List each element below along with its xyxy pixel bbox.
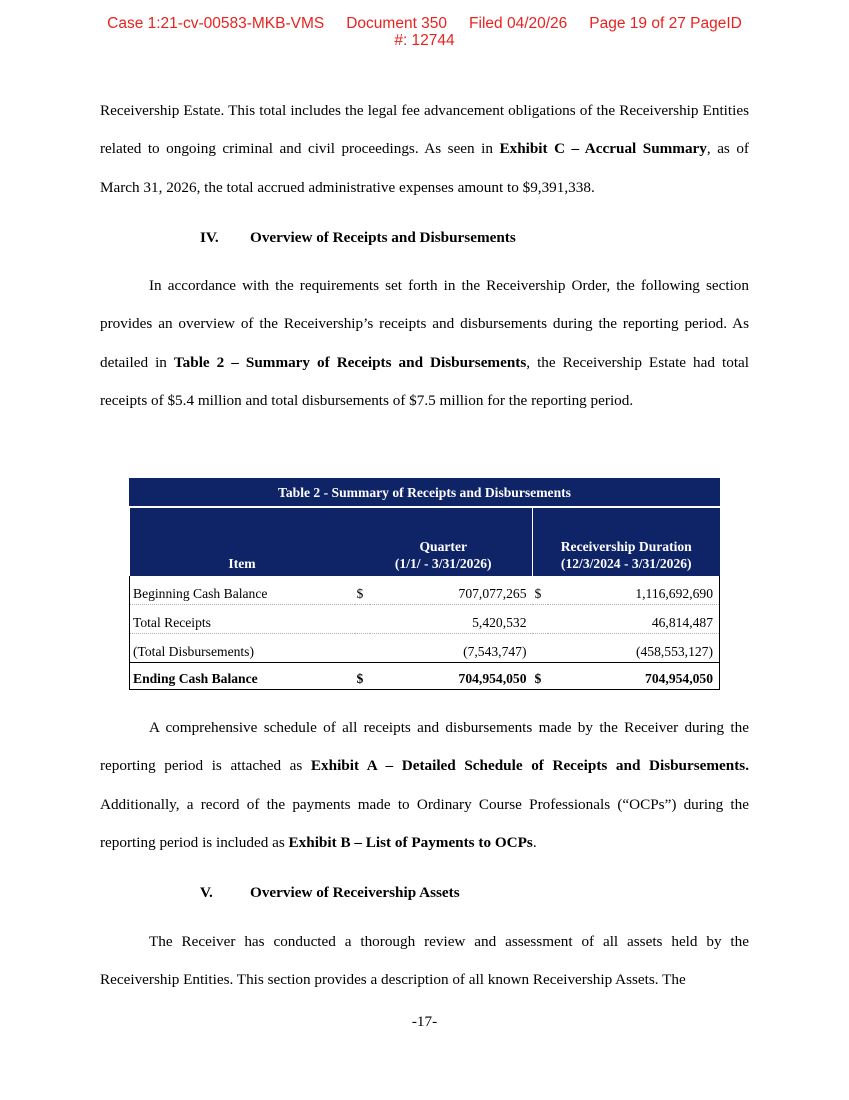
document-number: Document 350 [346,15,448,32]
row-label: Beginning Cash Balance [130,576,355,605]
table-row [130,576,720,605]
currency-symbol [355,634,370,663]
currency-symbol: $ [533,663,548,690]
paragraph-receipts-overview [100,267,749,420]
currency-symbol: $ [533,576,548,605]
page-info: Page 19 of 27 PageID [589,15,742,32]
row-label: Total Receipts [130,605,355,634]
currency-symbol: $ [355,663,370,690]
section-heading-v [200,883,460,903]
table-row [130,634,720,663]
section-number: IV. [200,229,219,246]
section-number: V. [200,884,213,901]
section-heading-iv [200,228,516,248]
text-run: Additionally, a record of the payments made to Ordinary Course Professionals (“OCPs”) during the reporting period is included as [100,795,749,851]
currency-symbol: $ [355,576,370,605]
quarter-amount: (7,543,747) [370,634,533,663]
filed-date: Filed 04/20/26 [469,15,568,32]
text-run: . [532,833,537,851]
duration-amount: 46,814,487 [548,605,720,634]
text-run: A comprehensive schedule of all receipts and disbursements made by the Receiver during the reporting period is attached as [100,719,749,775]
summary-table [129,478,720,690]
exhibit-c-reference: Exhibit C – Accrual Summary [499,140,707,158]
header-line: (1/1/ - 3/31/2026) [394,556,492,571]
text-run: The Receiver has conducted a thorough review and assessment of all assets held by the Receivership Entities. This section provides a description of all known Receivership Assets. The [100,933,749,989]
duration-amount: 704,954,050 [548,663,720,690]
text-run: , as of March 31, 2026, the total accrued administrative expenses amount to $9,391,338. [100,140,749,196]
quarter-amount: 707,077,265 [370,576,533,605]
exhibit-b-reference: Exhibit B – List of Payments to OCPs [288,833,533,851]
quarter-amount: 704,954,050 [370,663,533,690]
section-title: Overview of Receipts and Disbursements [250,229,516,246]
table-row-total [130,663,720,690]
paragraph-accrued-expenses [100,92,749,207]
quarter-amount: 5,420,532 [370,605,533,634]
column-header-item: Item [130,507,355,576]
currency-symbol [533,634,548,663]
header-line: Quarter [419,539,468,554]
table-title: Table 2 - Summary of Receipts and Disbursements [130,479,720,508]
page-number: -17- [411,1013,438,1030]
exhibit-a-reference: Exhibit A – Detailed Schedule of Receipts and Disbursements. [310,757,749,775]
duration-amount: 1,116,692,690 [548,576,720,605]
table-row [130,605,720,634]
column-header-quarter [355,507,533,576]
case-number: Case 1:21-cv-00583-MKB-VMS [107,15,325,32]
text-run: Receivership Estate. This total includes the legal fee advancement obligations of the Receivership Entities related to ongoing criminal and civil proceedings. As seen in [100,102,749,158]
row-label: Ending Cash Balance [130,663,355,690]
column-header-duration [533,507,720,576]
currency-symbol [533,605,548,634]
row-label: (Total Disbursements) [130,634,355,663]
paragraph-schedule [100,709,749,862]
header-line: Receivership Duration [560,539,692,554]
duration-amount: (458,553,127) [548,634,720,663]
header-line: (12/3/2024 - 3/31/2026) [560,556,692,571]
section-title: Overview of Receivership Assets [250,884,460,901]
paragraph-assets [100,923,749,1000]
text-run: , the Receivership Estate had total receipts of $5.4 million and total disbursements of $7.5 million for the reporting period. [100,353,749,409]
table-2-reference: Table 2 – Summary of Receipts and Disbursements [173,353,527,371]
currency-symbol [355,605,370,634]
text-run: In accordance with the requirements set forth in the Receivership Order, the following section provides an overview of the Receivership’s receipts and disbursements during the reporting period. As detailed in [100,277,749,371]
page-id: #: 12744 [394,32,455,49]
case-header [0,15,849,49]
